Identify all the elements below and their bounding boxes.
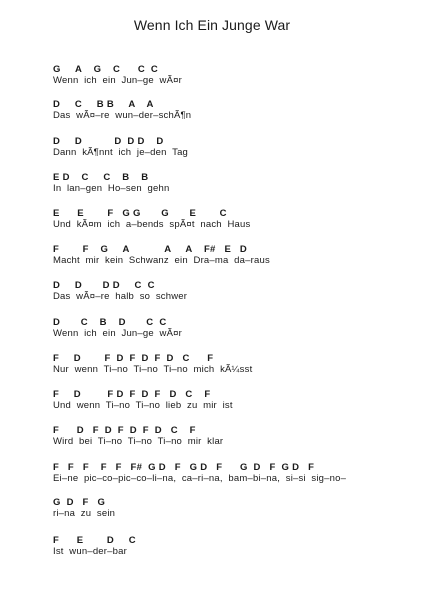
chord-line: D D D D C C [53, 280, 155, 291]
stanza-13 [53, 497, 413, 520]
stanza-12 [53, 462, 413, 485]
lyric-line: Ei–ne pic–co–pic–co–li–na, ca–ri–na, bam–bi–na, si–si sig–no– [53, 473, 347, 484]
chord-line: D D D D D D [53, 136, 164, 147]
lyric-line: Macht mir kein Schwanz ein Dra–ma da–raus [53, 255, 270, 266]
lyric-line: ri–na zu sein [53, 508, 116, 519]
chord-line: G A G C C C [53, 64, 159, 75]
stanza-9 [53, 353, 413, 376]
chord-line: F F G A A A F# E D [53, 244, 248, 255]
chord-line: F F F F F F# G D F G D F G D F G D F [53, 462, 315, 473]
lyric-line: Und kÃ¤m ich a–bends spÃ¤t nach Haus [53, 219, 251, 230]
lyric-line: Wird bei Ti–no Ti–no Ti–no mir klar [53, 436, 224, 447]
chord-line: F D F D F D F D C F [53, 353, 214, 364]
stanza-8 [53, 317, 413, 340]
lyric-line: In lan–gen Ho–sen gehn [53, 183, 170, 194]
chord-line: F D F D F D F D C F [53, 425, 196, 436]
song-title: Wenn Ich Ein Junge War [133, 17, 291, 33]
stanza-3 [53, 136, 413, 159]
lyric-line: Das wÃ¤–re halb so schwer [53, 291, 188, 302]
lyric-line: Ist wun–der–bar [53, 546, 127, 557]
chord-line: E E F G G G E C [53, 208, 227, 219]
lyric-line: Wenn ich ein Jun–ge wÃ¤r [53, 75, 182, 86]
chord-line: G D F G [53, 497, 106, 508]
lyric-line: Nur wenn Ti–no Ti–no Ti–no mich kÃ¼sst [53, 364, 253, 375]
chord-line: F E D C [53, 535, 136, 546]
stanza-5 [53, 208, 413, 231]
lyric-line: Dann kÃ¶nnt ich je–den Tag [53, 147, 189, 158]
lyric-line: Das wÃ¤–re wun–der–schÃ¶n [53, 110, 192, 121]
stanza-2 [53, 99, 413, 122]
lyric-line: Wenn ich ein Jun–ge wÃ¤r [53, 328, 182, 339]
stanza-6 [53, 244, 413, 267]
stanza-1 [53, 64, 413, 87]
stanza-10 [53, 389, 413, 412]
lyric-line: Und wenn Ti–no Ti–no lieb zu mir ist [53, 400, 233, 411]
chord-line: D C B D C C [53, 317, 167, 328]
stanza-14 [53, 535, 413, 558]
stanza-11 [53, 425, 413, 448]
stanza-7 [53, 280, 413, 303]
stanza-4 [53, 172, 413, 195]
chord-line: F D F D F D F D C F [53, 389, 211, 400]
chord-line: E D C C B B [53, 172, 149, 183]
chord-line: D C B B A A [53, 99, 154, 110]
